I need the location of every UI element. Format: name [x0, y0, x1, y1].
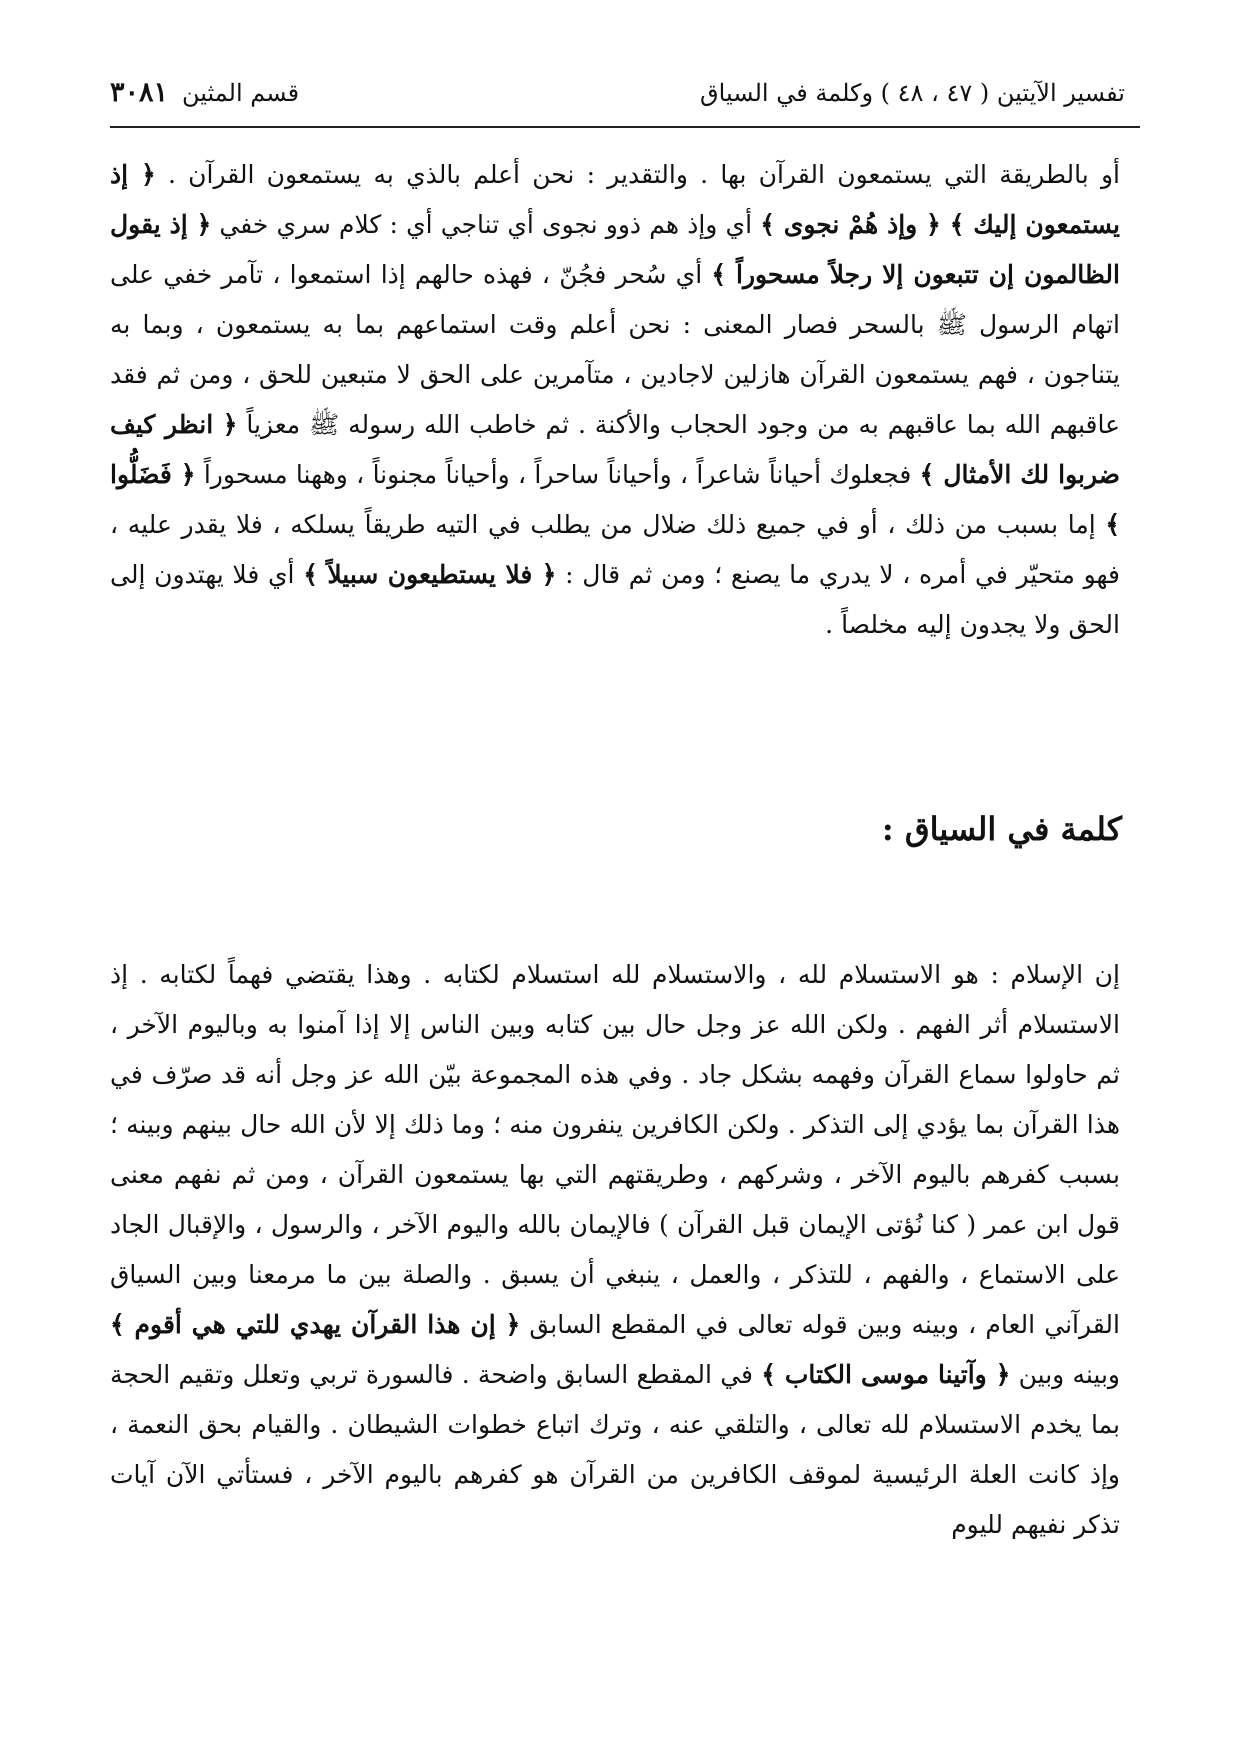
commentary-text-2: أي وإذ هم ذوو نجوى أي تناجي أي : كلام سري خفي [211, 210, 761, 239]
running-header-title: تفسير الآيتين ( ٤٧ ، ٤٨ ) وكلمة في السياق [700, 79, 1125, 107]
quran-quote-3: ﴿ انظر كيف ضربوا لك الأمثال ﴾ [110, 410, 1120, 489]
commentary-text-1: أو بالطريقة التي يستمعون القرآن بها . والتقدير : نحن أعلم بالذي به يستمعون القرآن . [167, 160, 1120, 189]
section-heading: كلمة في السياق : [881, 810, 1122, 848]
commentary-text-4: فجعلوك أحياناً شاعراً ، وأحياناً ساحراً ، وأحياناً مجنوناً ، وههنا مسحوراً [195, 460, 920, 489]
section-paragraph [110, 950, 1120, 1550]
quran-quote-5: ﴿ فلا يستطيعون سبيلاً ﴾ [303, 560, 557, 589]
section-quote-2: ﴿ وآتينا موسى الكتاب ﴾ [761, 1360, 1011, 1389]
commentary-text-6: أي فلا يهتدون إلى الحق ولا يجدون إليه مخلصاً . [110, 560, 1120, 639]
running-header-section [110, 70, 299, 116]
quran-quote-4: ﴿ فَضَلُّوا ﴾ [110, 460, 1120, 539]
commentary-text-3: أي سُحر فجُنّ ، فهذه حالهم إذا استمعوا ، تآمر خفي على اتهام الرسول ﷺ بالسحر فصار المعنى : نحن أعلم وقت استماعهم بما به يستمعون ، وبما به يتناجون ، فهم يستمعون القرآن هازلين لاجادين ، متآمرين على الحق لا متبعين للحق ، ومن ثم فقد عاقبهم الله بما عاقبهم به من وجود الحجاب والأكنة . ثم خاطب الله رسوله ﷺ معزياً [110, 260, 1120, 439]
header-rule [110, 126, 1140, 128]
section-name: قسم المثين [182, 79, 300, 107]
section-text-1: إن الإسلام : هو الاستسلام لله ، والاستسلام لله استسلام لكتابه . وهذا يقتضي فهماً لكتابه . إذ الاستسلام أثر الفهم . ولكن الله عز وجل حال بين كتابه وبين الناس إلا إذا آمنوا به وباليوم الآخر ، ثم حاولوا سماع القرآن وفهمه بشكل جاد . وفي هذه المجموعة بيّن الله عز وجل أنه قد صرّف في هذا القرآن بما يؤدي إلى التذكر . ولكن الكافرين ينفرون منه ؛ وما ذلك إلا لأن الله حال بينهم وبينه ؛ بسبب كفرهم باليوم الآخر ، وشركهم ، وطريقتهم التي بها يستمعون القرآن ، ومن ثم نفهم معنى قول ابن عمر ( كنا نُؤتى الإيمان قبل القرآن ) فالإيمان بالله واليوم الآخر ، والرسول ، والإقبال الجاد على الاستماع ، والفهم ، للتذكر ، والعمل ، ينبغي أن يسبق . والصلة بين ما مرمعنا وبين السياق القرآني العام ، وبينه وبين قوله تعالى في المقطع السابق [110, 960, 1120, 1339]
section-quote-1: ﴿ إن هذا القرآن يهدي للتي هي أقوم ﴾ [110, 1310, 521, 1339]
quran-quote-1: ﴿ إذ يستمعون إليك ﴾ ﴿ وإذ هُمْ نجوى ﴾ [110, 160, 1120, 239]
section-text-2: وبينه وبين [1010, 1360, 1121, 1389]
section-text-3: في المقطع السابق واضحة . فالسورة تربي وتعلل وتقيم الحجة بما يخدم الاستسلام لله تعالى ، والتلقي عنه ، وترك اتباع خطوات الشيطان . والقيام بحق النعمة ، وإذ كانت العلة الرئيسية لموقف الكافرين من القرآن هو كفرهم باليوم الآخر ، فستأتي الآن آيات تذكر نفيهم لليوم [110, 1360, 1120, 1539]
commentary-paragraph [110, 150, 1120, 650]
running-header [110, 70, 1125, 116]
quran-quote-2: ﴿ إذ يقول الظالمون إن تتبعون إلا رجلاً مسحوراً ﴾ [110, 210, 1120, 289]
page-number: ٣٠٨١ [110, 77, 169, 108]
commentary-text-5: إما بسبب من ذلك ، أو في جميع ذلك ضلال من يطلب في التيه طريقاً يسلكه ، فلا يقدر عليه ، فهو متحيّر في أمره ، لا يدري ما يصنع ؛ ومن ثم قال : [110, 510, 1121, 589]
